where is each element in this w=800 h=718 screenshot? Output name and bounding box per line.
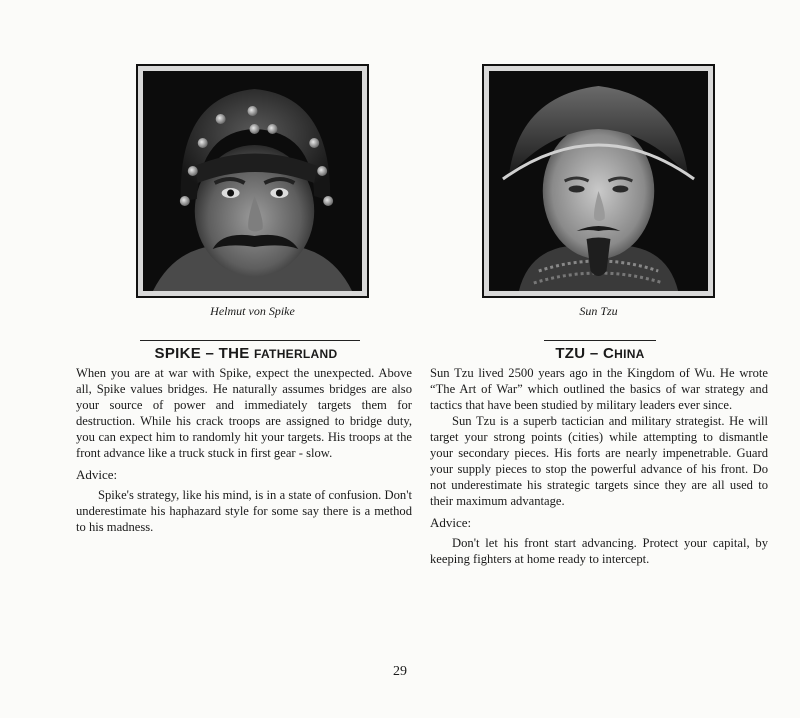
tzu-advice-text: Don't let his front start advancing. Protect your capital, by keeping fighters at home ready to intercept. bbox=[430, 536, 768, 566]
tzu-heading-main: TZU – C bbox=[555, 345, 615, 362]
tzu-advice-label: Advice: bbox=[430, 515, 472, 530]
spike-advice-text: Spike's strategy, like his mind, is in a state of confusion. Don't underestimate his haphazard style for some say there is a method to his madness. bbox=[76, 488, 412, 534]
tzu-portrait-frame bbox=[482, 64, 715, 298]
page-number: 29 bbox=[393, 664, 407, 679]
tzu-paragraph-1: Sun Tzu lived 2500 years ago in the Kingdom of Wu. He wrote “The Art of War” which outlined the basics of war strategy and tactics that have been studied by military leaders ever since. bbox=[430, 366, 768, 412]
spike-advice-label: Advice: bbox=[76, 467, 118, 482]
spike-paragraph: When you are at war with Spike, expect the unexpected. Above all, Spike values bridges. He naturally assumes bridges are also your source of power and immediately targets them for destruction. While his crack troops are assigned to bridge duty, you can expect him to randomly hit your targets. His troops at the front advance like a truck stuck in first gear - slow. bbox=[76, 366, 412, 460]
spike-heading-rest: FATHERLAND bbox=[254, 347, 338, 361]
tzu-paragraph-2: Sun Tzu is a superb tactician and military strategist. He will target your strong points (cities) while attempting to dismantle your secondary pieces. His forts are nearly impenetrable. Guard your supply pieces to stop the powerful advance of his front. Do not underestimate his strategic targets since they are all used to their maximum advantage. bbox=[430, 414, 768, 508]
tzu-portrait-image bbox=[489, 71, 708, 291]
tzu-heading-rule bbox=[544, 340, 656, 341]
spike-portrait-image bbox=[143, 71, 362, 291]
tzu-column bbox=[430, 365, 768, 567]
spike-portrait-frame bbox=[136, 64, 369, 298]
tzu-portrait-caption: Sun Tzu bbox=[579, 304, 618, 318]
spike-heading-main: SPIKE – THE bbox=[154, 345, 255, 362]
spike-heading bbox=[76, 345, 416, 362]
tzu-heading-rest: HINA bbox=[614, 347, 645, 361]
spike-heading-rule bbox=[140, 340, 360, 341]
tzu-heading bbox=[430, 345, 770, 362]
spike-column bbox=[76, 365, 412, 535]
spike-portrait-caption: Helmut von Spike bbox=[210, 304, 295, 318]
